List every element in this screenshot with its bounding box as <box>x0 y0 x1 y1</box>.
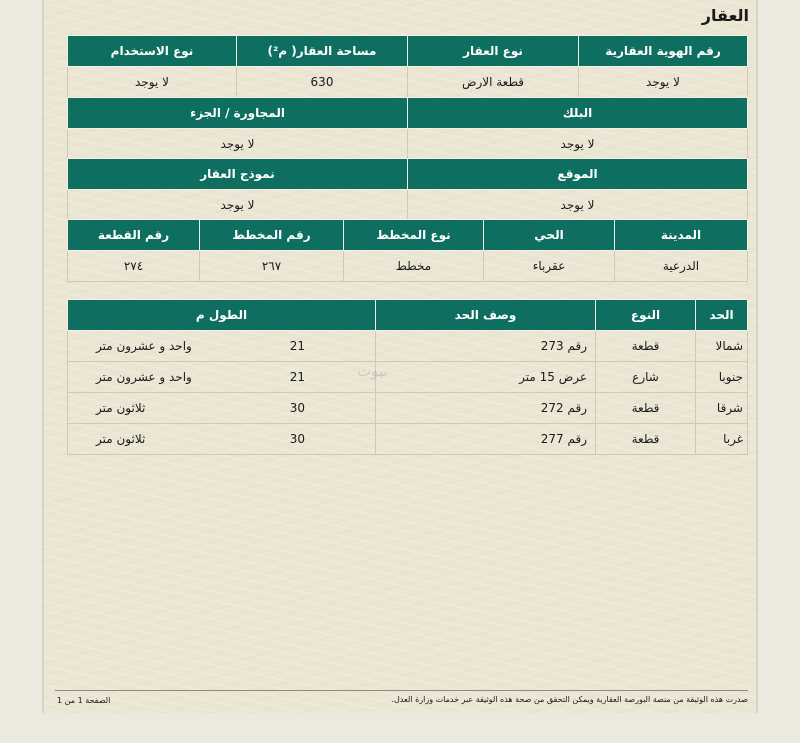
boundary-length <box>68 331 376 362</box>
plan-info-table <box>67 219 748 282</box>
boundary-length-text: ثلاثون متر <box>96 401 146 415</box>
boundary-side: شمالا <box>696 331 748 362</box>
footer-note: صدرت هذه الوثيقة من منصة البورصة العقارية ويمكن التحقق من صحة هذه الوثيقة عبر خدمات وزارة العدل. <box>391 695 748 704</box>
page-right-edge <box>756 0 758 713</box>
header-plan-type: نوع المخطط <box>344 220 484 251</box>
header-plan-number: رقم المخطط <box>200 220 344 251</box>
boundary-type: قطعة <box>596 393 696 424</box>
boundaries-table <box>67 299 748 455</box>
boundary-length-number: 21 <box>289 339 305 353</box>
boundary-length <box>68 393 376 424</box>
header-boundary-type: النوع <box>596 300 696 331</box>
block-info-table <box>67 97 748 160</box>
boundary-desc-text: رقم 272 <box>540 401 587 415</box>
boundary-length-number: 21 <box>289 370 305 384</box>
boundary-desc-text: رقم 277 <box>540 432 587 446</box>
footer-page-number: الصفحة 1 من 1 <box>57 696 111 705</box>
header-boundary-desc: وصف الحد <box>376 300 596 331</box>
boundary-desc <box>376 424 596 455</box>
boundary-type: قطعة <box>596 424 696 455</box>
watermark-logo: بيوت <box>357 362 388 380</box>
value-neighborhood-part: لا يوجد <box>68 129 408 160</box>
header-neighborhood-part: المجاورة / الجزء <box>68 98 408 129</box>
boundary-desc <box>376 331 596 362</box>
table-row <box>68 331 748 362</box>
value-location: لا يوجد <box>408 190 748 221</box>
header-property-model: نموذج العقار <box>68 159 408 190</box>
boundary-desc <box>376 362 596 393</box>
value-usage-type: لا يوجد <box>68 67 237 98</box>
value-property-area: 630 <box>237 67 408 98</box>
boundary-length <box>68 424 376 455</box>
boundary-length-number: 30 <box>289 401 305 415</box>
boundary-desc <box>376 393 596 424</box>
table-row <box>68 393 748 424</box>
value-block: لا يوجد <box>408 129 748 160</box>
value-plan-number: ٢٦٧ <box>200 251 344 282</box>
boundary-length-number: 30 <box>289 432 305 446</box>
header-property-type: نوع العقار <box>408 36 579 67</box>
boundary-type: شارع <box>596 362 696 393</box>
value-property-id: لا يوجد <box>579 67 748 98</box>
boundary-desc-text: عرض 15 متر <box>519 370 587 384</box>
boundary-side: غربا <box>696 424 748 455</box>
location-info-table <box>67 158 748 221</box>
value-city: الدرعية <box>615 251 748 282</box>
section-title: العقار <box>701 6 749 25</box>
boundary-type: قطعة <box>596 331 696 362</box>
boundary-length-text: ثلاثون متر <box>96 432 146 446</box>
property-info-table <box>67 35 748 98</box>
header-property-area: مساحة العقار( م²) <box>237 36 408 67</box>
boundary-length-text: واحد و عشرون متر <box>96 339 192 353</box>
header-location: الموقع <box>408 159 748 190</box>
boundary-side: جنوبا <box>696 362 748 393</box>
footer-divider <box>55 690 748 691</box>
value-property-type: قطعة الارض <box>408 67 579 98</box>
header-boundary-side: الحد <box>696 300 748 331</box>
table-row <box>68 362 748 393</box>
value-property-model: لا يوجد <box>68 190 408 221</box>
boundary-length <box>68 362 376 393</box>
table-row <box>68 424 748 455</box>
value-plot-number: ٢٧٤ <box>68 251 200 282</box>
header-boundary-length: الطول م <box>68 300 376 331</box>
header-district: الحي <box>484 220 615 251</box>
header-plot-number: رقم القطعة <box>68 220 200 251</box>
boundary-length-text: واحد و عشرون متر <box>96 370 192 384</box>
boundary-side: شرقا <box>696 393 748 424</box>
value-district: عقرباء <box>484 251 615 282</box>
header-usage-type: نوع الاستخدام <box>68 36 237 67</box>
value-plan-type: مخطط <box>344 251 484 282</box>
header-block: البلك <box>408 98 748 129</box>
header-city: المدينة <box>615 220 748 251</box>
boundary-desc-text: رقم 273 <box>540 339 587 353</box>
header-property-id: رقم الهوية العقارية <box>579 36 748 67</box>
